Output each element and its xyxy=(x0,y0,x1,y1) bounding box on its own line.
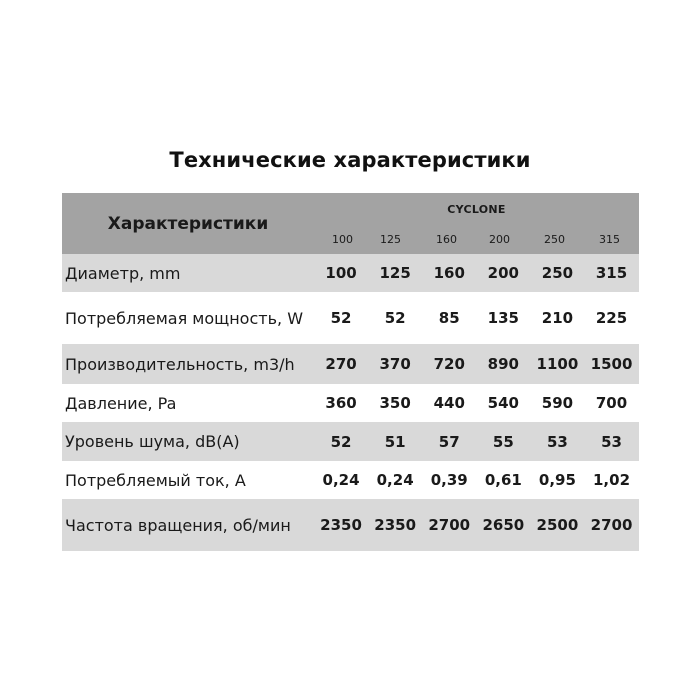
value-cell: 270 xyxy=(325,355,357,373)
header-label: Характеристики xyxy=(107,213,269,234)
value-cell: 1100 xyxy=(536,355,579,373)
value-cell: 0,24 xyxy=(376,471,414,489)
value-cell: 2700 xyxy=(428,516,471,534)
row-label: Производительность, m3/h xyxy=(65,354,295,374)
value-cell: 52 xyxy=(384,309,406,327)
value-cell: 85 xyxy=(438,309,460,327)
value-cell: 2650 xyxy=(482,516,525,534)
row-values xyxy=(314,355,639,373)
row-label: Потребляемая мощность, W xyxy=(65,308,304,328)
value-cell: 890 xyxy=(487,355,519,373)
value-cell: 1500 xyxy=(590,355,633,373)
table-row xyxy=(62,422,639,461)
value-cell: 210 xyxy=(541,309,574,327)
value-cell: 0,95 xyxy=(538,471,576,489)
value-cell: 53 xyxy=(601,432,622,451)
table-row xyxy=(62,461,639,499)
spec-table xyxy=(62,193,639,551)
value-cell: 250 xyxy=(541,264,574,282)
value-cell: 700 xyxy=(595,394,628,412)
size-header-315: 315 xyxy=(599,233,620,246)
value-cell: 440 xyxy=(433,394,465,412)
table-row xyxy=(62,254,639,292)
size-header-160: 160 xyxy=(436,233,457,246)
value-cell: 370 xyxy=(379,355,411,373)
value-cell: 200 xyxy=(487,264,519,282)
row-label: Уровень шума, dB(A) xyxy=(65,432,240,451)
value-cell: 51 xyxy=(384,432,406,451)
value-cell: 55 xyxy=(492,432,514,451)
row-values xyxy=(314,433,639,451)
value-cell: 0,61 xyxy=(484,471,522,489)
row-values xyxy=(314,264,639,282)
value-cell: 53 xyxy=(546,432,568,451)
table-row xyxy=(62,499,639,551)
table-header-row xyxy=(62,193,639,254)
row-values xyxy=(314,516,639,534)
value-cell: 350 xyxy=(379,394,411,412)
value-cell: 57 xyxy=(438,432,460,451)
row-values xyxy=(314,309,639,327)
row-label: Потребляемый ток, A xyxy=(65,470,246,490)
model-name: CYCLONE xyxy=(447,203,506,216)
value-cell: 225 xyxy=(595,309,628,327)
value-cell: 315 xyxy=(595,264,628,282)
value-cell: 2500 xyxy=(536,516,579,534)
value-cell: 52 xyxy=(330,432,352,451)
value-cell: 125 xyxy=(379,264,411,282)
size-header-125: 125 xyxy=(380,233,401,246)
value-cell: 52 xyxy=(330,309,352,327)
value-cell: 2350 xyxy=(374,516,417,534)
page-title: Технические характеристики xyxy=(169,148,531,172)
size-header-100: 100 xyxy=(332,233,353,246)
size-header-200: 200 xyxy=(489,233,510,246)
table-row xyxy=(62,292,639,344)
value-cell: 160 xyxy=(433,264,465,282)
value-cell: 0,39 xyxy=(430,471,468,489)
value-cell: 1,02 xyxy=(593,471,631,489)
row-values xyxy=(314,394,639,412)
value-cell: 540 xyxy=(487,394,519,412)
table-row xyxy=(62,344,639,384)
value-cell: 2350 xyxy=(320,516,362,534)
value-cell: 720 xyxy=(433,355,465,373)
row-values xyxy=(314,471,639,489)
value-cell: 360 xyxy=(325,394,357,412)
size-header-250: 250 xyxy=(544,233,565,246)
row-label: Частота вращения, об/мин xyxy=(65,515,291,535)
row-label: Давление, Pa xyxy=(65,393,177,413)
value-cell: 590 xyxy=(541,394,574,412)
value-cell: 2700 xyxy=(590,516,633,534)
row-label: Диаметр, mm xyxy=(65,263,181,283)
value-cell: 100 xyxy=(325,264,357,282)
table-row xyxy=(62,384,639,422)
value-cell: 135 xyxy=(487,309,519,327)
value-cell: 0,24 xyxy=(322,471,360,489)
